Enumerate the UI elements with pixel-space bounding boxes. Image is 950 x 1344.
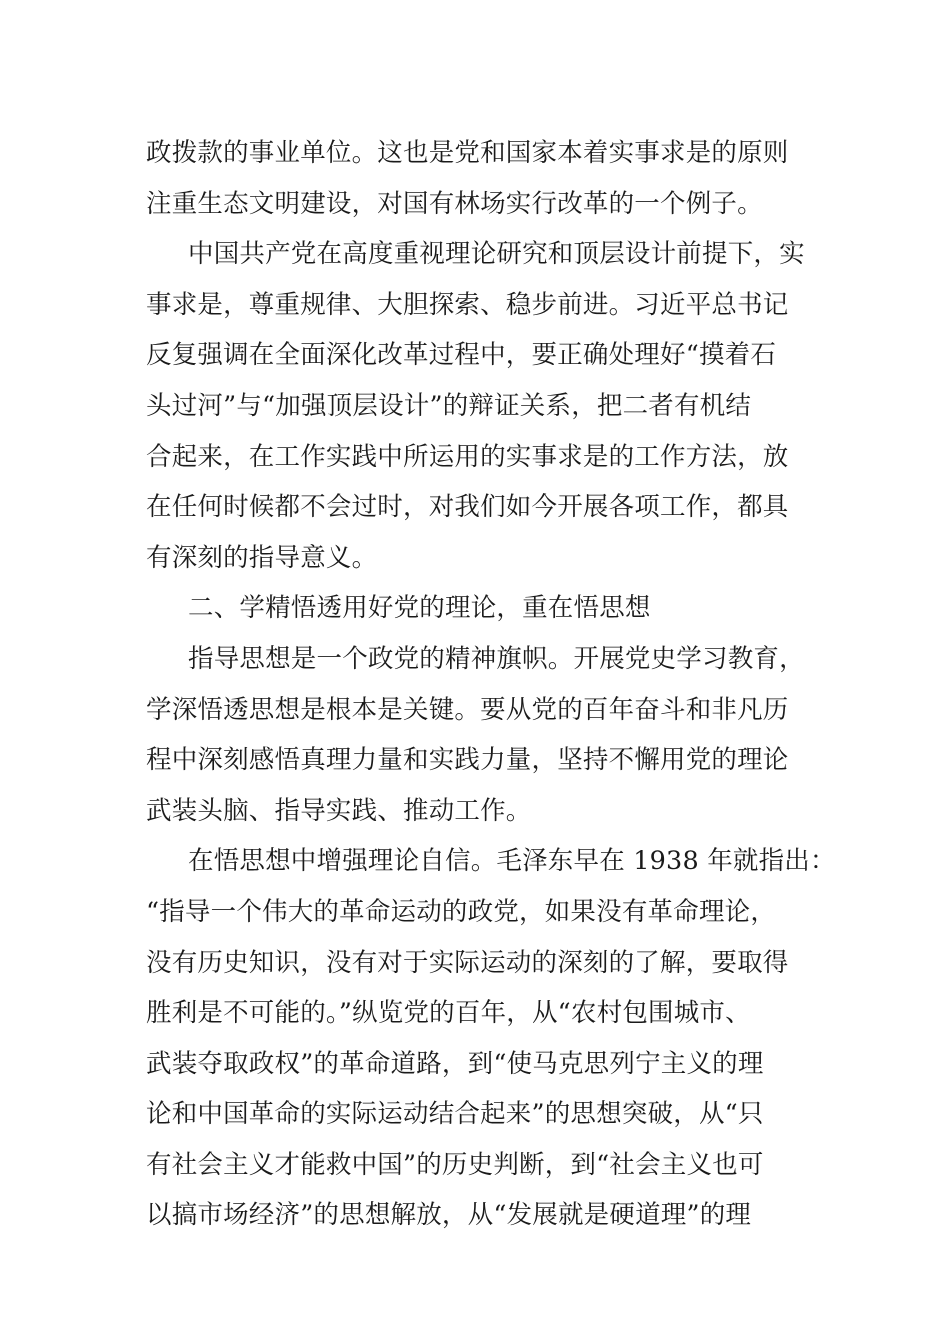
- text-line-19: 武装夺取政权”的革命道路，到“使马克思列宁主义的理: [146, 1048, 764, 1079]
- text-line-3: 中国共产党在高度重视理论研究和顶层设计前提下，实: [188, 239, 805, 270]
- text-line-5: 反复强调在全面深化改革过程中，要正确处理好“摸着石: [146, 340, 777, 371]
- text-line-17: 没有历史知识，没有对于实际运动的深刻的了解，要取得: [146, 947, 789, 978]
- text-line-8: 在任何时候都不会过时，对我们如今开展各项工作，都具: [146, 492, 789, 523]
- text-line-11: 指导思想是一个政党的精神旗帜。开展党史学习教育，: [188, 643, 805, 674]
- text-line-6: 头过河”与“加强顶层设计”的辩证关系，把二者有机结: [146, 390, 752, 421]
- section-heading: 二、学精悟透用好党的理论，重在悟思想: [188, 593, 651, 624]
- text-line-4: 事求是，尊重规律、大胆探索、稳步前进。习近平总书记: [146, 289, 789, 320]
- text-line-13: 程中深刻感悟真理力量和实践力量，坚持不懈用党的理论: [146, 745, 789, 776]
- text-line-21: 有社会主义才能救中国”的历史判断，到“社会主义也可: [146, 1149, 764, 1180]
- text-line-1: 政拨款的事业单位。这也是党和国家本着实事求是的原则: [146, 138, 789, 168]
- text-line-18: 胜利是不可能的。”纵览党的百年，从“农村包围城市、: [146, 998, 751, 1029]
- text-line-9: 有深刻的指导意义。: [146, 542, 378, 573]
- text-line-15: 在悟思想中增强理论自信。毛泽东早在 1938 年就指出：: [188, 846, 836, 877]
- text-line-22: 以搞市场经济”的思想解放，从“发展就是硬道理”的理: [146, 1200, 752, 1231]
- text-line-16: “指导一个伟大的革命运动的政党，如果没有革命理论，: [146, 896, 777, 927]
- document-body: [146, 128, 836, 1241]
- text-line-20: 论和中国革命的实际运动结合起来”的思想突破，从“只: [146, 1099, 764, 1130]
- text-line-2: 注重生态文明建设，对国有林场实行改革的一个例子。: [146, 188, 763, 219]
- text-line-14: 武装头脑、指导实践、推动工作。: [146, 795, 532, 826]
- text-line-7: 合起来，在工作实践中所运用的实事求是的工作方法，放: [146, 441, 789, 472]
- text-line-12: 学深悟透思想是根本是关键。要从党的百年奋斗和非凡历: [146, 694, 789, 725]
